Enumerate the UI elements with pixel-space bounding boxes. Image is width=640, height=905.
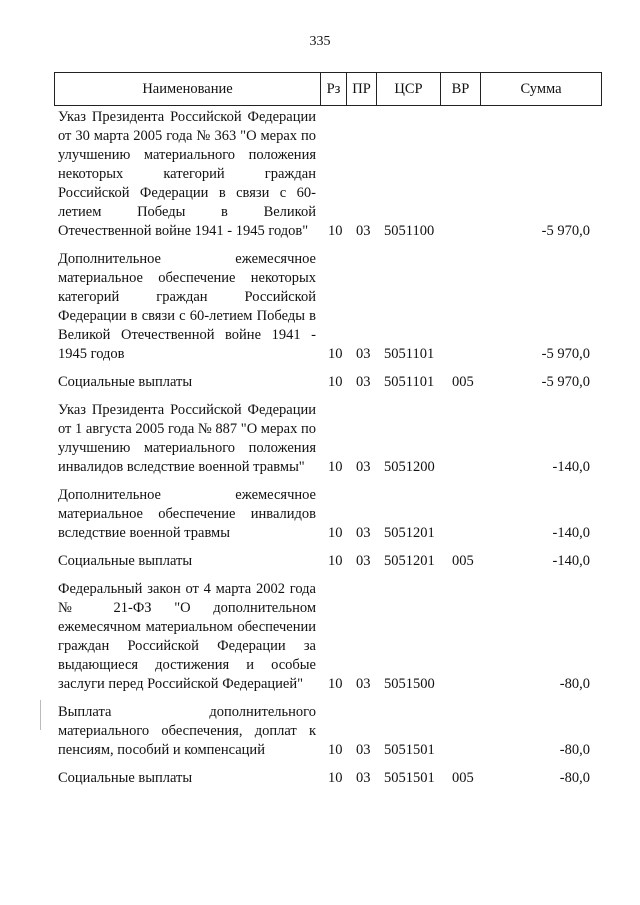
table-row: [58, 486, 598, 543]
row-name: Социальные выплаты: [58, 553, 193, 569]
header-vr: ВР: [441, 73, 481, 105]
row-pr: 03: [356, 346, 371, 362]
row-pr: 03: [356, 525, 371, 541]
row-rz: 10: [328, 346, 343, 362]
row-sum: -5 970,0: [541, 374, 590, 390]
row-rz: 10: [328, 742, 343, 758]
row-name: Указ Президента Российской Федерации от 30 марта 2005 года № 363 "О мерах по улучшению материального положения некоторых категорий граждан Российской Федерации в связи с 60-летием Победы в Великой Отечественной войне 1941 - 1945 годов": [58, 109, 316, 239]
row-sum: -140,0: [552, 525, 590, 541]
row-pr: 03: [356, 223, 371, 239]
table-row: [58, 552, 598, 571]
table-row: [58, 580, 598, 694]
row-rz: 10: [328, 525, 343, 541]
page-number: 335: [309, 34, 331, 49]
table-row: [58, 769, 598, 788]
row-name: Социальные выплаты: [58, 770, 193, 786]
row-pr: 03: [356, 374, 371, 390]
row-sum: -80,0: [559, 770, 590, 786]
row-rz: 10: [328, 553, 343, 569]
header-sum: Сумма: [520, 80, 562, 97]
row-csr: 5051201: [384, 525, 435, 541]
table-row: [58, 703, 598, 760]
row-name: Дополнительное ежемесячное материальное обеспечение инвалидов вследствие военной травмы: [58, 487, 316, 541]
header-rz: Рз: [321, 73, 347, 105]
row-sum: -5 970,0: [541, 346, 590, 362]
row-sum: -80,0: [559, 742, 590, 758]
margin-mark: [40, 700, 41, 730]
table-header: [54, 72, 602, 106]
row-csr: 5051101: [384, 374, 435, 390]
row-pr: 03: [356, 742, 371, 758]
table-row: [58, 401, 598, 477]
row-rz: 10: [328, 223, 343, 239]
table-row: [58, 373, 598, 392]
row-rz: 10: [328, 374, 343, 390]
table-row: [58, 108, 598, 241]
table-body: [58, 108, 598, 797]
row-vr: 005: [452, 770, 474, 786]
row-csr: 5051200: [384, 459, 435, 475]
row-rz: 10: [328, 676, 343, 692]
table-row: [58, 250, 598, 364]
row-name: Дополнительное ежемесячное материальное обеспечение некоторых категорий граждан Российской Федерации в связи с 60-летием Победы в Великой Отечественной войне 1941 - 1945 годов: [58, 251, 316, 362]
row-csr: 5051101: [384, 346, 435, 362]
header-pr: ПР: [347, 73, 377, 105]
row-name: Указ Президента Российской Федерации от 1 августа 2005 года № 887 "О мерах по улучшению материального положения инвалидов вследствие военной травмы": [58, 402, 316, 475]
row-csr: 5051501: [384, 742, 435, 758]
row-csr: 5051201: [384, 553, 435, 569]
row-pr: 03: [356, 553, 371, 569]
header-name: Наименование: [55, 73, 321, 105]
row-rz: 10: [328, 770, 343, 786]
row-csr: 5051501: [384, 770, 435, 786]
row-pr: 03: [356, 676, 371, 692]
row-pr: 03: [356, 770, 371, 786]
row-sum: -80,0: [559, 676, 590, 692]
row-vr: 005: [452, 553, 474, 569]
row-csr: 5051100: [384, 223, 435, 239]
row-sum: -140,0: [552, 459, 590, 475]
row-rz: 10: [328, 459, 343, 475]
row-sum: -140,0: [552, 553, 590, 569]
row-pr: 03: [356, 459, 371, 475]
row-sum: -5 970,0: [541, 223, 590, 239]
row-name: Федеральный закон от 4 марта 2002 года № 21-ФЗ "О дополнительном ежемесячном материальном обеспечении граждан Российской Федерации за выдающиеся достижения и особые заслуги перед Российской Федерацией": [58, 581, 316, 692]
row-csr: 5051500: [384, 676, 435, 692]
row-vr: 005: [452, 374, 474, 390]
row-name: Выплата дополнительного материального обеспечения, доплат к пенсиям, пособий и компенсаций: [58, 704, 316, 758]
header-csr: ЦСР: [377, 73, 441, 105]
row-name: Социальные выплаты: [58, 374, 193, 390]
